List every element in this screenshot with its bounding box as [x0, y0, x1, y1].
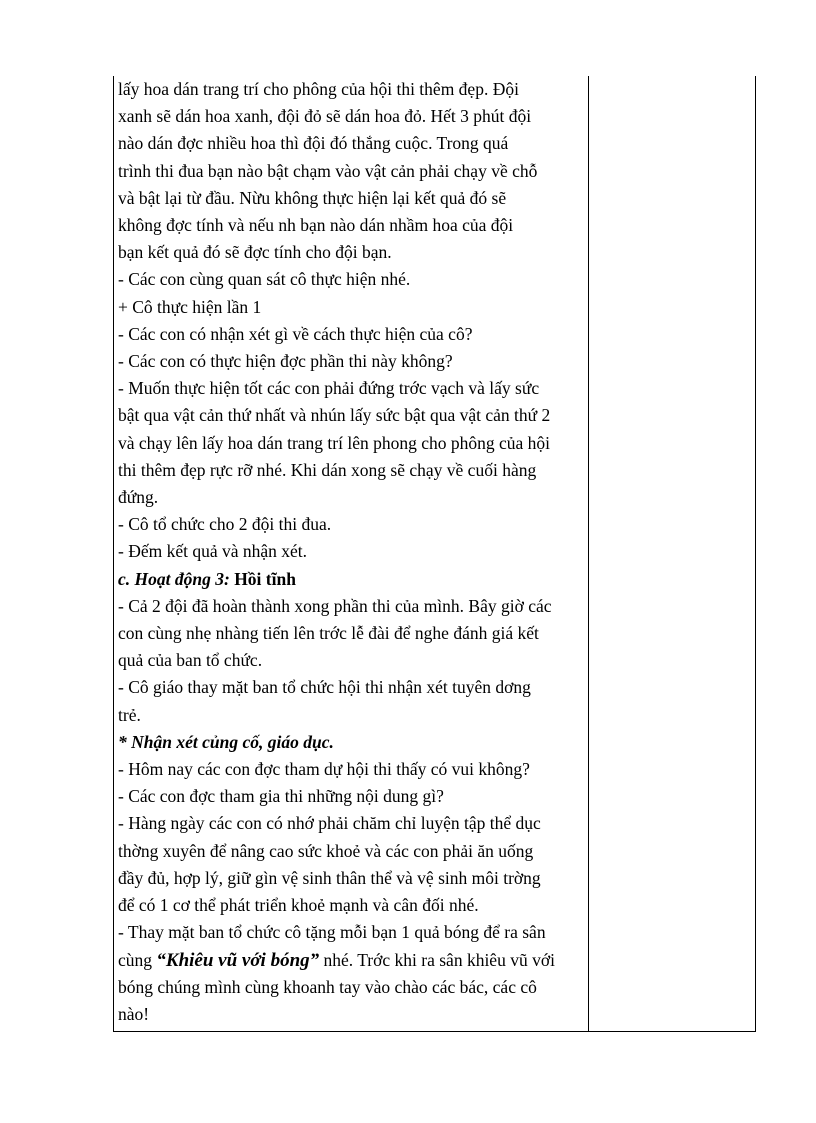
- list-item: - Các con đợc tham gia thi những nội dung gì?: [118, 786, 444, 807]
- table-right-border: [755, 76, 756, 1032]
- lesson-table: [113, 76, 756, 1032]
- activity-cell: [118, 76, 584, 1028]
- list-item: - Hàng ngày các con có nhớ phải chăm chỉ luyện tập thể dục thờng xuyên để nâng cao sức khoẻ và các con phải ăn uống đầy đủ, hợp lý, giữ gìn vệ sinh thân thể và vệ sinh môi trờng để có 1 cơ thể phát triển khoẻ mạnh và cân đối nhé.: [118, 813, 541, 916]
- heading-title: Hồi tĩnh: [234, 568, 296, 589]
- list-item: - Đếm kết quả và nhận xét.: [118, 541, 308, 562]
- table-left-border: [113, 76, 114, 1032]
- paragraph-rules: lấy hoa dán trang trí cho phông của hội thi thêm đẹp. Đội xanh sẽ dán hoa xanh, đội đỏ sẽ dán hoa đỏ. Hết 3 phút đội nào dán đợc nhiều hoa thì đội đó thắng cuộc. Trong quá trình thi đua bạn nào bật chạm vào vật cản phải chạy về chỗ và bật lại từ đầu. Nừu không thực hiện lại kết quả đó sẽ không đợc tính và nếu nh bạn nào dán nhầm hoa của đội bạn kết quả đó sẽ đợc tính cho đội bạn.: [118, 79, 538, 263]
- list-item: + Cô thực hiện lần 1: [118, 296, 262, 317]
- list-item: - Cô tổ chức cho 2 đội thi đua.: [118, 514, 332, 535]
- subheading: * Nhận xét củng cố, giáo dục.: [118, 731, 334, 752]
- heading-prefix: c. Hoạt động 3:: [118, 568, 235, 589]
- list-item: - Hôm nay các con đợc tham dự hội thi thấy có vui không?: [118, 759, 530, 780]
- list-item: - Cả 2 đội đã hoàn thành xong phần thi của mình. Bây giờ các con cùng nhẹ nhàng tiến lên trớc lễ đài để nghe đánh giá kết quả của ban tổ chức.: [118, 595, 552, 671]
- list-item: - Thay mặt ban tổ chức cô tặng mỗi bạn 1 quả bóng để ra sân cùng “Khiêu vũ với bóng” nhé. Trớc khi ra sân khiêu vũ với bóng chúng mình cùng khoanh tay vào chào các bác, các cô nào!: [118, 922, 555, 1024]
- list-item: - Muốn thực hiện tốt các con phải đứng trớc vạch và lấy sức bật qua vật cản thứ nhất và nhún lấy sức bật qua vật cản thứ 2 và chạy lên lấy hoa dán trang trí lên phong cho phông của hội thi thêm đẹp rực rỡ nhé. Khi dán xong sẽ chạy về cuối hàng đứng.: [118, 378, 551, 508]
- list-item: - Các con cùng quan sát cô thực hiện nhé.: [118, 269, 411, 290]
- table-column-divider: [588, 76, 589, 1032]
- table-bottom-border: [113, 1031, 756, 1032]
- quoted-title: “Khiêu vũ với bóng”: [156, 949, 320, 971]
- list-item: - Các con có nhận xét gì về cách thực hiện của cô?: [118, 323, 473, 344]
- list-item: - Các con có thực hiện đợc phần thi này không?: [118, 351, 453, 372]
- list-item: - Cô giáo thay mặt ban tổ chức hội thi nhận xét tuyên dơng trẻ.: [118, 677, 531, 725]
- section-heading: [118, 566, 584, 593]
